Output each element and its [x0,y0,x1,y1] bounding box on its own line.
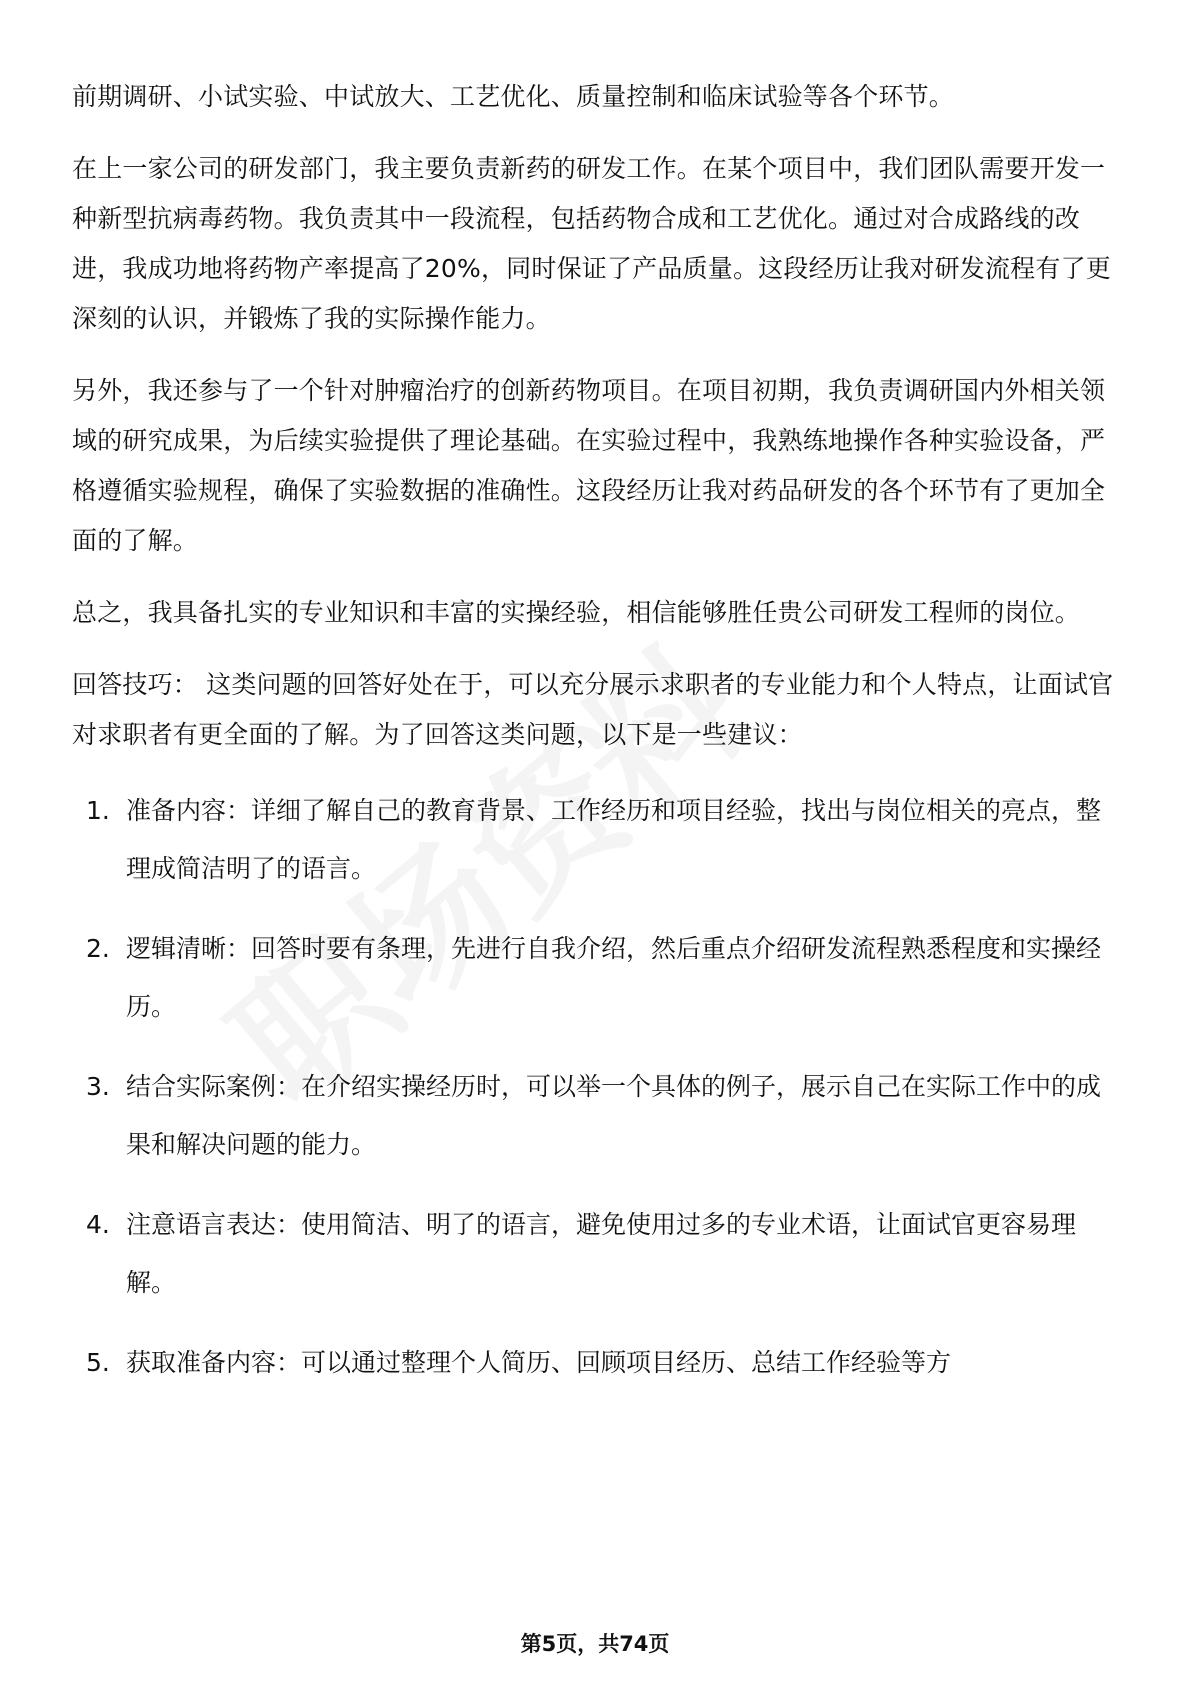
list-item-text: 获取准备内容：可以通过整理个人简历、回顾项目经历、总结工作经验等方 [126,1348,952,1377]
paragraph-work-experience: 在上一家公司的研发部门，我主要负责新药的研发工作。在某个项目中，我们团队需要开发一种新型抗病毒药物。我负责其中一段流程，包括药物合成和工艺优化。通过对合成路线的改进，我成功地将药物产率提高了20%，同时保证了产品质量。这段经历让我对研发流程有了更深刻的认识，并锻炼了我的实际操作能力。 [72,154,1111,333]
list-item [72,1058,1118,1174]
list-item-number: 4. [86,1210,110,1239]
list-item-text: 准备内容：详细了解自己的教育背景、工作经历和项目经验，找出与岗位相关的亮点，整理成简洁明了的语言。 [126,796,1102,883]
list-item-number: 3. [86,1072,110,1101]
list-item-number: 1. [86,796,110,825]
page-number-footer: 第5页，共74页 [520,1632,670,1656]
list-item [72,1196,1118,1312]
paragraph-oncology-project: 另外，我还参与了一个针对肿瘤治疗的创新药物项目。在项目初期，我负责调研国内外相关领域的研究成果，为后续实验提供了理论基础。在实验过程中，我熟练地操作各种实验设备，严格遵循实验规程，确保了实验数据的准确性。这段经历让我对药品研发的各个环节有了更加全面的了解。 [72,376,1106,555]
list-item-text: 结合实际案例：在介绍实操经历时，可以举一个具体的例子，展示自己在实际工作中的成果和解决问题的能力。 [126,1072,1102,1159]
paragraph-continuation: 前期调研、小试实验、中试放大、工艺优化、质量控制和临床试验等各个环节。 [72,82,955,111]
list-item [72,920,1118,1036]
list-item [72,1334,1118,1392]
list-item-number: 2. [86,934,110,963]
tips-list [72,782,1118,1392]
list-item-text: 注意语言表达：使用简洁、明了的语言，避免使用过多的专业术语，让面试官更容易理解。 [126,1210,1077,1297]
list-item-text: 逻辑清晰：回答时要有条理，先进行自我介绍，然后重点介绍研发流程熟悉程度和实操经历。 [126,934,1102,1021]
document-body [72,72,1118,1414]
list-item [72,782,1118,898]
paragraph-summary: 总之，我具备扎实的专业知识和丰富的实操经验，相信能够胜任贵公司研发工程师的岗位。 [72,598,1081,627]
paragraph-answer-tips: 回答技巧： 这类问题的回答好处在于，可以充分展示求职者的专业能力和个人特点，让面试官对求职者有更全面的了解。为了回答这类问题，以下是一些建议： [72,670,1114,749]
list-item-number: 5. [86,1348,110,1377]
